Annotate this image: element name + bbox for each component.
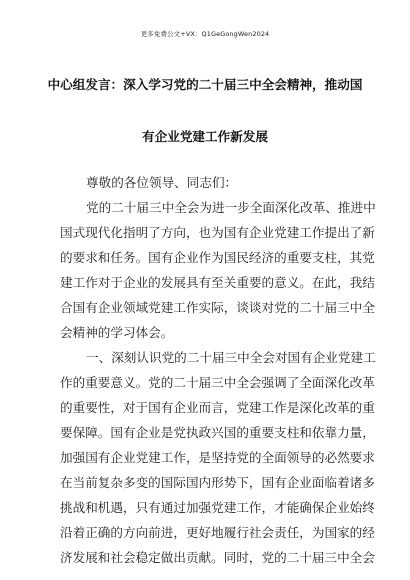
paragraph-2-line: 的重要性，对于国有企业而言，党建工作是深化改革的重	[60, 400, 375, 415]
title-line-1: 中心组发言：深入学习党的二十届三中全会精神，推动国	[47, 77, 363, 92]
paragraph-1-line: 党的二十届三中全会为进一步全面深化改革、推进中	[86, 200, 376, 215]
paragraph-1-line: 合国有企业领域党建工作实际，谈谈对党的二十届三中全	[60, 300, 375, 315]
paragraph-2-line: 沿着正确的方向前进，更好地履行社会责任，为国家的经	[60, 525, 375, 540]
paragraph-1-line: 的要求和任务。国有企业作为国民经济的重要支柱，其党	[60, 250, 375, 265]
paragraph-1-line: 会精神的学习体会。	[60, 325, 174, 340]
header-banner: 更多免费公文+VX：Q1GeGongWen2024	[140, 30, 270, 38]
paragraph-2-line: 济发展和社会稳定做出贡献。同时，党的二十届三中全会	[60, 550, 375, 565]
paragraph-2-line: 加强国有企业党建工作，是坚持党的全面领导的必然要求	[60, 450, 375, 465]
salutation: 尊敬的各位领导、同志们：	[86, 175, 238, 190]
paragraph-2-line: 挑战和机遇，只有通过加强党建工作，才能确保企业始终	[60, 500, 375, 515]
paragraph-1-line: 国式现代化指明了方向，也为国有企业党建工作提出了新	[60, 225, 375, 240]
paragraph-2-line: 在当前复杂多变的国际国内形势下，国有企业面临着诸多	[60, 475, 375, 490]
paragraph-2-line: 作的重要意义。党的二十届三中全会强调了全面深化改革	[60, 375, 375, 390]
paragraph-2-line: 一、深刻认识党的二十届三中全会对国有企业党建工	[86, 350, 376, 365]
paragraph-1-line: 建工作对于企业的发展具有至关重要的意义。在此，我结	[60, 275, 375, 290]
title-line-2: 有企业党建工作新发展	[142, 129, 268, 144]
paragraph-2-line: 要保障。国有企业是党执政兴国的重要支柱和依靠力量，	[60, 425, 375, 440]
